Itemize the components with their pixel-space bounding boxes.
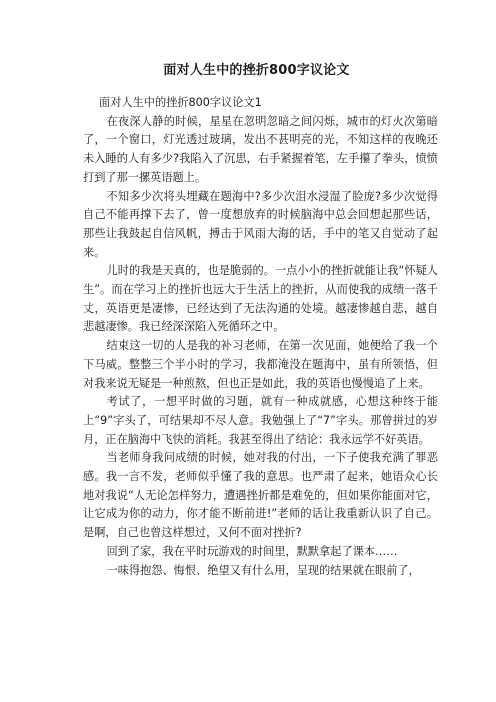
paragraph-6: 当老师身我问成绩的时候，她对我的付出，一下子使我充满了罪恶感。我一言不发，老师似乎懂了我的意思。也严肃了起来，她语众心长地对我说“人无论怎样努力，遭遇挫折都是难免的，但如果你能面对它，让它成为你的动力，你才能不断前进!”老师的话让我重新认识了自己。是啊，自己也曾这样想过，又何不面对挫折? <box>83 451 438 540</box>
paragraph-4: 结束这一切的人是我的补习老师，在第一次见面，她便给了我一个下马威。整整三个半小时的学习，我都淹没在题海中，虽有所领悟，但对我来说无疑是一种煎熬，但也正是如此，我的英语也慢慢追了上来。 <box>83 339 438 390</box>
paragraph-2: 不知多少次将头埋藏在题海中?多少次泪水浸湿了脸庞?多少次觉得自己不能再撑下去了，曾一度想放弃的时候脑海中总会回想起那些话，那些让我鼓起自信风帆，搏击于风雨大海的话，手中的笔又自觉动了起来。 <box>83 189 438 259</box>
document-subtitle: 面对人生中的挫折800字议论文1 <box>99 96 262 109</box>
paragraph-1: 在夜深人静的时候，星星在忽明忽暗之间闪烁，城市的灯火次第暗了，一个窗口，灯光透过玻璃，发出不甚明亮的光，不知这样的夜晚还未入睡的人有多少?我陷入了沉思，右手紧握着笔，左手攥了拳头，愤愤打到了那一摞英语题上。 <box>83 114 438 184</box>
paragraph-8: 一味得抱怨、悔恨、绝望又有什么用，呈现的结果就在眼前了， <box>106 563 420 577</box>
paragraph-3: 儿时的我是天真的，也是脆弱的。一点小小的挫折就能让我“怀疑人生”。而在学习上的挫折也远大于生活上的挫折，从而使我的成绩一落千丈，英语更是凄惨，已经达到了无法沟通的处境。越凄惨越自悲，越自悲越凄惨。我已经深深陷入死循环之中。 <box>83 264 438 334</box>
paragraph-7: 回到了家，我在平时玩游戏的时间里，默默拿起了课本…… <box>106 544 398 558</box>
document-title: 面对人生中的挫折800字议论文 <box>163 63 350 78</box>
paragraph-5: 考试了，一想平时做的习题，就有一种成就感，心想这种终于能上“9”字头了，可结果却不尽人意。我勉强上了“7”字头。那曾拼过的岁月，正在脑海中飞快的消耗。我甚至得出了结论：我永远学不好英语。 <box>83 395 438 446</box>
